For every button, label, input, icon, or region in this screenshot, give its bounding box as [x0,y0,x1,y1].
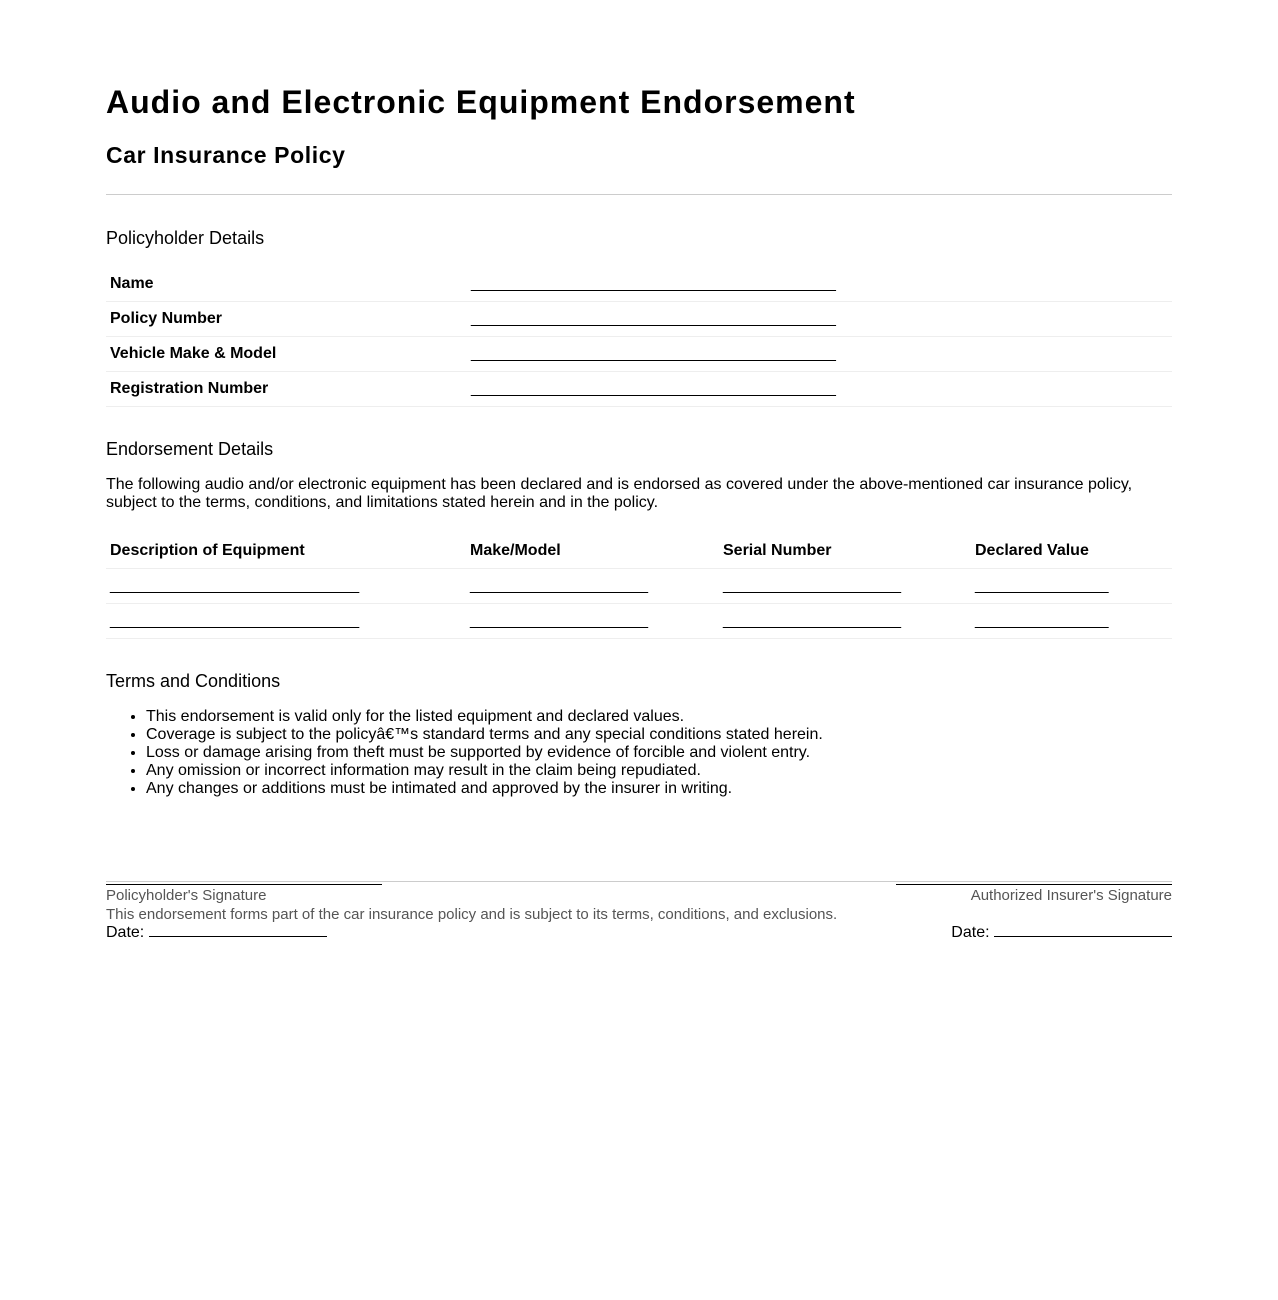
field-label-registration-number: Registration Number [106,372,467,407]
blank-line: _________________________________________ [471,380,836,397]
column-header-serial-number: Serial Number [719,534,971,569]
list-item: • This endorsement is valid only for the listed equipment and declared values. [146,708,1172,726]
field-label-policy-number: Policy Number [106,302,467,337]
serial-number-cell[interactable] [719,604,971,639]
blank-line: _________________________________________ [471,275,836,292]
policyholder-details-table [106,267,1172,407]
blank-line: ____________________ [470,577,648,594]
document-subtitle: Car Insurance Policy [106,142,346,168]
column-header-declared-value: Declared Value [971,534,1172,569]
blank-line: ____________________ [723,612,901,629]
insurer-date-row [896,921,1172,942]
policyholder-section [106,227,1172,407]
section-title-terms: Terms and Conditions [106,671,281,691]
column-header-make-model: Make/Model [466,534,719,569]
document-title: Audio and Electronic Equipment Endorsement [106,84,856,120]
equipment-table [106,534,1172,639]
policyholder-signature-label: Policyholder's Signature [106,887,267,904]
insurer-signature-block [896,860,1172,942]
name-field[interactable] [467,267,1172,302]
blank-line: ____________________ [470,612,648,629]
blank-line: _________________________________________ [471,310,836,327]
blank-line: _________________________________________ [471,345,836,362]
section-title-policyholder: Policyholder Details [106,228,265,248]
list-item: • Any changes or additions must be intimated and approved by the insurer in writing. [146,780,1172,798]
footer-divider [106,881,1172,882]
table-row [106,604,1172,639]
list-item: • Any omission or incorrect information may result in the claim being repudiated. [146,762,1172,780]
blank-line: ____________________ [723,577,901,594]
table-row [106,569,1172,604]
terms-list [106,708,1172,798]
signature-section [106,860,1172,950]
declared-value-cell[interactable] [971,569,1172,604]
endorsement-section [106,438,1172,639]
blank-line: _______________ [975,577,1109,594]
vehicle-make-model-field[interactable] [467,337,1172,372]
description-cell[interactable] [106,604,466,639]
table-header-row [106,534,1172,569]
table-row [106,267,1172,302]
section-title-endorsement: Endorsement Details [106,439,274,459]
insurer-date-field[interactable] [994,921,1172,937]
column-header-description: Description of Equipment [106,534,466,569]
insurer-signature-label: Authorized Insurer's Signature [970,887,1172,904]
serial-number-cell[interactable] [719,569,971,604]
policyholder-date-row [106,921,382,942]
document-page [106,0,1172,950]
terms-section [106,670,1172,798]
table-row [106,302,1172,337]
make-model-cell[interactable] [466,569,719,604]
blank-line: ____________________________ [110,577,360,594]
endorsement-paragraph: The following audio and/or electronic equipment has been declared and is endorsed as covered under the above-mentioned car insurance policy, subject to the terms, conditions, and limitations stated herein and in the policy. [106,476,1133,511]
header-divider [106,194,1172,195]
blank-line: ____________________________ [110,612,360,629]
declared-value-cell[interactable] [971,604,1172,639]
date-label: Date: [951,924,990,941]
policy-number-field[interactable] [467,302,1172,337]
list-item: • Coverage is subject to the policyâ€™s standard terms and any special conditions stated herein. [146,726,1172,744]
date-label: Date: [106,924,145,941]
policyholder-signature-block [106,860,382,942]
make-model-cell[interactable] [466,604,719,639]
table-row [106,337,1172,372]
registration-number-field[interactable] [467,372,1172,407]
description-cell[interactable] [106,569,466,604]
list-item: • Loss or damage arising from theft must be supported by evidence of forcible and violent entry. [146,744,1172,762]
blank-line: _______________ [975,612,1109,629]
field-label-vehicle-make-model: Vehicle Make & Model [106,337,467,372]
footer-note: This endorsement forms part of the car insurance policy and is subject to its terms, conditions, and exclusions. [106,906,838,923]
field-label-name: Name [106,267,467,302]
table-row [106,372,1172,407]
